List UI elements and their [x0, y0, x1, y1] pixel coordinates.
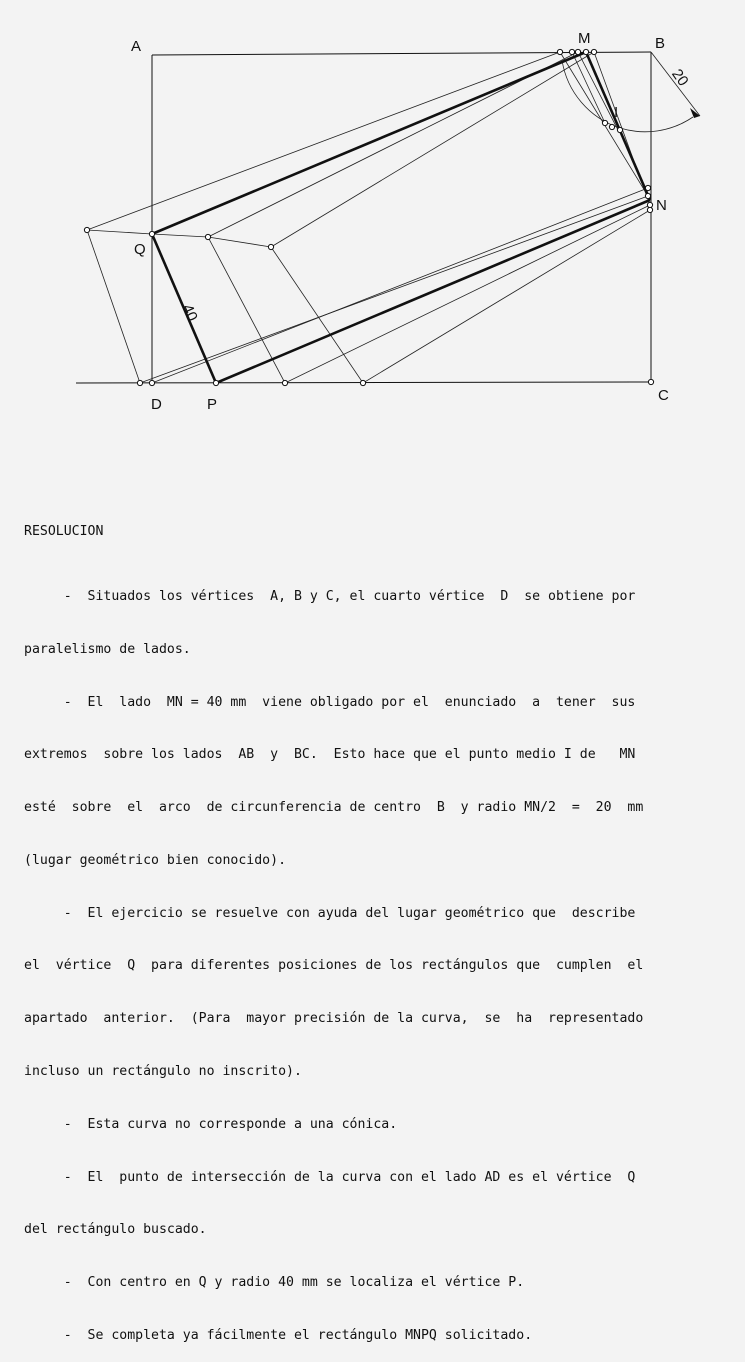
text-line: el vértice Q para diferentes posiciones de los rectángulos que cumplen el [24, 958, 644, 974]
label-q: Q [134, 241, 146, 258]
text-line: - Se completa ya fácilmente el rectángulo MNPQ solicitado. [24, 1327, 533, 1343]
text-line: - Esta curva no corresponde a una cónica. [24, 1116, 398, 1132]
label-p: P [207, 396, 218, 413]
text-line: incluso un rectángulo no inscrito). [24, 1064, 302, 1079]
rectangle-abcd [76, 52, 651, 383]
label-d: D [151, 396, 162, 413]
construction-points [84, 49, 653, 385]
text-line: esté sobre el arco de circunferencia de centro B y radio MN/2 = 20 mm [24, 800, 644, 816]
text-line: - Situados los vértices A, B y C, el cuarto vértice D se obtiene por [24, 588, 636, 604]
label-n: N [656, 197, 667, 214]
text-line: - El punto de intersección de la curva con el lado AD es el vértice Q [24, 1169, 636, 1185]
text-line: (lugar geométrico bien conocido). [24, 852, 287, 868]
text-line: - Con centro en Q y radio 40 mm se localiza el vértice P. [24, 1275, 525, 1291]
text-line: paralelismo de lados. [24, 641, 191, 657]
label-c: C [658, 387, 669, 404]
label-a: A [131, 38, 142, 55]
dimension-radius-label: 20 [668, 65, 692, 90]
label-i: I [614, 104, 619, 121]
resolution-text [24, 488, 724, 1362]
rectangle-mnpq [152, 52, 650, 383]
resolution-title: RESOLUCION [24, 524, 104, 540]
dimension-side-label: 40 [178, 301, 201, 324]
text-line: - El ejercicio se resuelve con ayuda del lugar geométrico que describe [24, 905, 636, 921]
label-b: B [655, 35, 666, 52]
text-line: extremos sobre los lados AB y BC. Esto hace que el punto medio I de MN [24, 747, 636, 763]
text-line: apartado anterior. (Para mayor precisión de la curva, se ha representado [24, 1011, 644, 1027]
text-line: del rectángulo buscado. [24, 1222, 207, 1238]
text-line: - El lado MN = 40 mm viene obligado por el enunciado a tener sus [24, 694, 636, 710]
geometric-construction-diagram [0, 0, 745, 470]
label-m: M [578, 30, 591, 47]
